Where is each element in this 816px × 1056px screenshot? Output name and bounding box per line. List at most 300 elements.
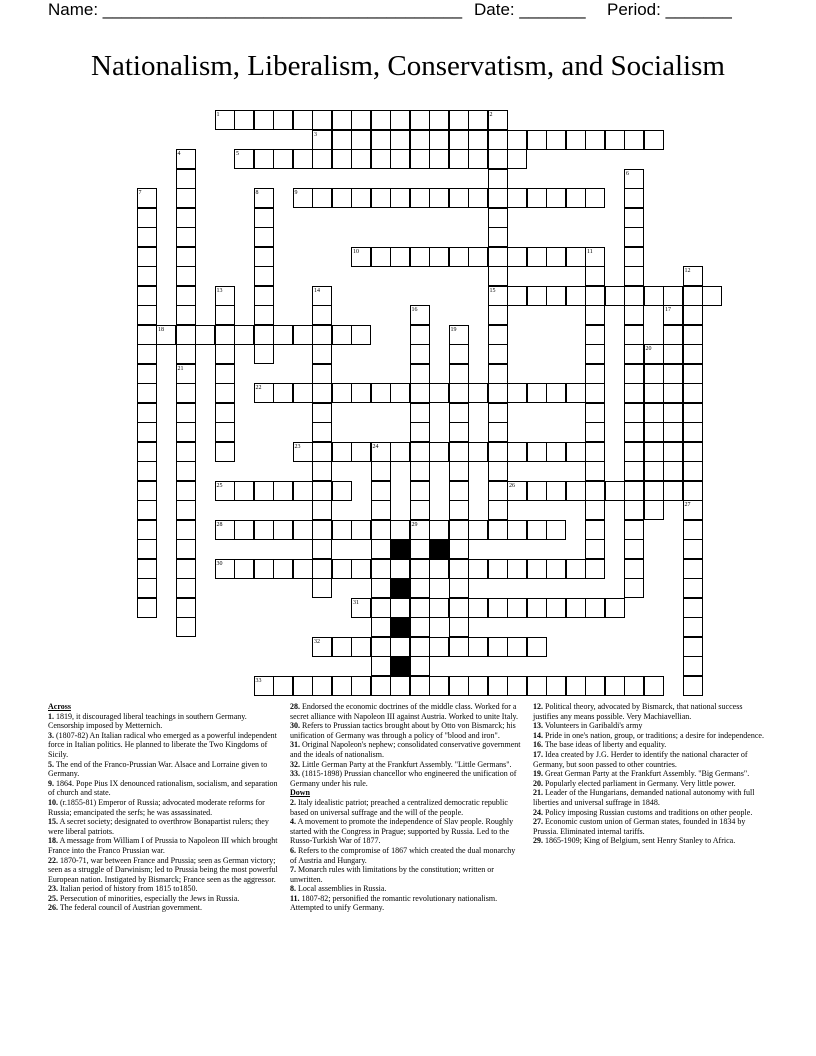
grid-cell[interactable] [585, 286, 605, 306]
grid-cell[interactable] [410, 461, 430, 481]
grid-cell[interactable] [644, 286, 664, 306]
grid-cell[interactable] [176, 208, 196, 228]
grid-cell[interactable] [312, 188, 332, 208]
grid-cell[interactable] [683, 637, 703, 657]
grid-cell[interactable] [410, 656, 430, 676]
grid-cell[interactable] [683, 539, 703, 559]
grid-cell[interactable] [683, 559, 703, 579]
grid-cell[interactable] [312, 403, 332, 423]
grid-cell[interactable] [332, 520, 352, 540]
grid-cell[interactable] [585, 364, 605, 384]
grid-cell[interactable] [371, 461, 391, 481]
grid-cell[interactable] [195, 325, 215, 345]
grid-cell[interactable] [449, 598, 469, 618]
grid-cell[interactable] [449, 188, 469, 208]
grid-cell[interactable] [410, 149, 430, 169]
grid-cell[interactable] [390, 110, 410, 130]
grid-cell[interactable] [624, 539, 644, 559]
grid-cell[interactable] [234, 481, 254, 501]
grid-cell[interactable] [176, 227, 196, 247]
grid-cell[interactable] [390, 676, 410, 696]
grid-cell[interactable] [624, 442, 644, 462]
grid-cell[interactable] [371, 110, 391, 130]
grid-cell[interactable] [293, 559, 313, 579]
grid-cell[interactable] [390, 247, 410, 267]
grid-cell[interactable] [215, 442, 235, 462]
grid-cell[interactable] [624, 500, 644, 520]
grid-cell[interactable] [410, 442, 430, 462]
grid-cell[interactable] [312, 344, 332, 364]
grid-cell[interactable] [449, 344, 469, 364]
grid-cell[interactable] [176, 247, 196, 267]
grid-cell[interactable] [488, 422, 508, 442]
grid-cell[interactable] [546, 247, 566, 267]
grid-cell[interactable] [683, 676, 703, 696]
grid-cell[interactable] [254, 208, 274, 228]
grid-cell[interactable] [449, 676, 469, 696]
grid-cell[interactable] [624, 227, 644, 247]
grid-cell[interactable] [566, 559, 586, 579]
grid-cell[interactable] [429, 110, 449, 130]
grid-cell[interactable] [488, 364, 508, 384]
grid-cell[interactable] [546, 130, 566, 150]
grid-cell[interactable] [137, 539, 157, 559]
grid-cell[interactable] [215, 364, 235, 384]
grid-cell[interactable] [585, 461, 605, 481]
grid-cell[interactable] [351, 442, 371, 462]
grid-cell[interactable] [390, 130, 410, 150]
grid-cell[interactable] [449, 403, 469, 423]
grid-cell[interactable] [683, 617, 703, 637]
grid-cell[interactable] [468, 130, 488, 150]
grid-cell[interactable] [371, 617, 391, 637]
grid-cell[interactable] [644, 403, 664, 423]
grid-cell[interactable] [546, 286, 566, 306]
grid-cell[interactable] [254, 247, 274, 267]
grid-cell[interactable] [449, 461, 469, 481]
grid-cell[interactable] [176, 520, 196, 540]
grid-cell[interactable] [507, 520, 527, 540]
grid-cell[interactable] [468, 676, 488, 696]
grid-cell[interactable] [371, 383, 391, 403]
grid-cell[interactable] [312, 520, 332, 540]
grid-cell[interactable] [683, 520, 703, 540]
grid-cell[interactable] [449, 130, 469, 150]
grid-cell[interactable] [624, 461, 644, 481]
grid-cell[interactable] [390, 559, 410, 579]
grid-cell[interactable] [410, 403, 430, 423]
grid-cell[interactable] [644, 461, 664, 481]
grid-cell[interactable] [546, 559, 566, 579]
grid-cell[interactable] [488, 637, 508, 657]
grid-cell[interactable] [351, 520, 371, 540]
grid-cell[interactable] [410, 383, 430, 403]
grid-cell[interactable] [293, 481, 313, 501]
grid-cell[interactable] [468, 110, 488, 130]
grid-cell[interactable] [546, 188, 566, 208]
grid-cell[interactable] [605, 286, 625, 306]
grid-cell[interactable] [488, 481, 508, 501]
grid-cell[interactable] [624, 130, 644, 150]
grid-cell[interactable] [683, 403, 703, 423]
grid-cell[interactable] [527, 188, 547, 208]
grid-cell[interactable] [410, 344, 430, 364]
grid-cell[interactable] [254, 305, 274, 325]
grid-cell[interactable] [488, 383, 508, 403]
grid-cell[interactable] [488, 169, 508, 189]
grid-cell[interactable] [663, 364, 683, 384]
grid-cell[interactable] [449, 383, 469, 403]
grid-cell[interactable] [585, 500, 605, 520]
grid-cell[interactable] [390, 637, 410, 657]
grid-cell[interactable] [254, 266, 274, 286]
grid-cell[interactable] [527, 442, 547, 462]
grid-cell[interactable] [371, 656, 391, 676]
grid-cell[interactable] [390, 520, 410, 540]
grid-cell[interactable] [644, 130, 664, 150]
grid-cell[interactable] [293, 383, 313, 403]
grid-cell[interactable] [468, 559, 488, 579]
grid-cell[interactable] [488, 149, 508, 169]
grid-cell[interactable] [390, 442, 410, 462]
grid-cell[interactable] [254, 344, 274, 364]
grid-cell[interactable] [527, 286, 547, 306]
grid-cell[interactable] [683, 383, 703, 403]
grid-cell[interactable] [312, 539, 332, 559]
grid-cell[interactable] [312, 383, 332, 403]
grid-cell[interactable] [566, 598, 586, 618]
grid-cell[interactable] [254, 149, 274, 169]
grid-cell[interactable] [449, 578, 469, 598]
grid-cell[interactable] [176, 266, 196, 286]
grid-cell[interactable] [332, 130, 352, 150]
grid-cell[interactable] [351, 130, 371, 150]
grid-cell[interactable] [254, 286, 274, 306]
grid-cell[interactable] [293, 676, 313, 696]
grid-cell[interactable] [683, 578, 703, 598]
grid-cell[interactable] [546, 383, 566, 403]
grid-cell[interactable] [449, 364, 469, 384]
grid-cell[interactable] [312, 559, 332, 579]
grid-cell[interactable] [585, 559, 605, 579]
grid-cell[interactable] [507, 598, 527, 618]
grid-cell[interactable] [683, 656, 703, 676]
grid-cell[interactable] [488, 676, 508, 696]
grid-cell[interactable] [215, 325, 235, 345]
grid-cell[interactable] [234, 325, 254, 345]
grid-cell[interactable] [585, 598, 605, 618]
grid-cell[interactable] [624, 208, 644, 228]
grid-cell[interactable] [663, 481, 683, 501]
grid-cell[interactable] [624, 364, 644, 384]
grid-cell[interactable] [312, 305, 332, 325]
grid-cell[interactable] [683, 364, 703, 384]
grid-cell[interactable] [566, 286, 586, 306]
grid-cell[interactable] [449, 149, 469, 169]
grid-cell[interactable] [351, 188, 371, 208]
grid-cell[interactable] [683, 344, 703, 364]
grid-cell[interactable] [449, 110, 469, 130]
grid-cell[interactable] [273, 559, 293, 579]
grid-cell[interactable] [176, 617, 196, 637]
grid-cell[interactable] [566, 676, 586, 696]
grid-cell[interactable] [507, 559, 527, 579]
grid-cell[interactable] [176, 500, 196, 520]
grid-cell[interactable] [546, 598, 566, 618]
grid-cell[interactable] [312, 422, 332, 442]
grid-cell[interactable] [312, 149, 332, 169]
grid-cell[interactable] [449, 481, 469, 501]
grid-cell[interactable] [312, 578, 332, 598]
grid-cell[interactable] [683, 305, 703, 325]
grid-cell[interactable] [624, 188, 644, 208]
grid-cell[interactable] [468, 149, 488, 169]
grid-cell[interactable] [546, 520, 566, 540]
grid-cell[interactable] [585, 266, 605, 286]
grid-cell[interactable] [234, 110, 254, 130]
grid-cell[interactable] [683, 286, 703, 306]
grid-cell[interactable] [332, 149, 352, 169]
grid-cell[interactable] [663, 461, 683, 481]
grid-cell[interactable] [527, 598, 547, 618]
grid-cell[interactable] [176, 481, 196, 501]
grid-cell[interactable] [507, 130, 527, 150]
grid-cell[interactable] [176, 286, 196, 306]
grid-cell[interactable] [137, 266, 157, 286]
grid-cell[interactable] [137, 364, 157, 384]
grid-cell[interactable] [624, 520, 644, 540]
grid-cell[interactable] [585, 344, 605, 364]
grid-cell[interactable] [468, 247, 488, 267]
grid-cell[interactable] [137, 520, 157, 540]
grid-cell[interactable] [390, 149, 410, 169]
grid-cell[interactable] [449, 559, 469, 579]
grid-cell[interactable] [488, 403, 508, 423]
grid-cell[interactable] [624, 676, 644, 696]
grid-cell[interactable] [410, 598, 430, 618]
grid-cell[interactable] [624, 344, 644, 364]
grid-cell[interactable] [332, 383, 352, 403]
grid-cell[interactable] [585, 481, 605, 501]
grid-cell[interactable] [683, 598, 703, 618]
grid-cell[interactable] [312, 325, 332, 345]
grid-cell[interactable] [254, 520, 274, 540]
grid-cell[interactable] [449, 500, 469, 520]
name-field-label[interactable]: Name: ______________________________________ [48, 0, 463, 19]
grid-cell[interactable] [429, 130, 449, 150]
grid-cell[interactable] [663, 286, 683, 306]
grid-cell[interactable] [663, 442, 683, 462]
grid-cell[interactable] [663, 344, 683, 364]
grid-cell[interactable] [429, 149, 449, 169]
grid-cell[interactable] [488, 305, 508, 325]
grid-cell[interactable] [176, 578, 196, 598]
grid-cell[interactable] [429, 520, 449, 540]
grid-cell[interactable] [215, 403, 235, 423]
grid-cell[interactable] [351, 676, 371, 696]
grid-cell[interactable] [624, 247, 644, 267]
grid-cell[interactable] [137, 442, 157, 462]
grid-cell[interactable] [624, 325, 644, 345]
grid-cell[interactable] [176, 305, 196, 325]
grid-cell[interactable] [429, 676, 449, 696]
grid-cell[interactable] [624, 559, 644, 579]
grid-cell[interactable] [137, 559, 157, 579]
grid-cell[interactable] [312, 110, 332, 130]
grid-cell[interactable] [176, 422, 196, 442]
grid-cell[interactable] [176, 598, 196, 618]
grid-cell[interactable] [605, 598, 625, 618]
grid-cell[interactable] [137, 422, 157, 442]
grid-cell[interactable] [371, 481, 391, 501]
grid-cell[interactable] [312, 461, 332, 481]
grid-cell[interactable] [410, 637, 430, 657]
grid-cell[interactable] [468, 442, 488, 462]
grid-cell[interactable] [273, 481, 293, 501]
grid-cell[interactable] [624, 286, 644, 306]
grid-cell[interactable] [624, 422, 644, 442]
grid-cell[interactable] [273, 110, 293, 130]
grid-cell[interactable] [488, 227, 508, 247]
grid-cell[interactable] [546, 676, 566, 696]
grid-cell[interactable] [215, 383, 235, 403]
grid-cell[interactable] [176, 539, 196, 559]
grid-cell[interactable] [488, 266, 508, 286]
grid-cell[interactable] [273, 676, 293, 696]
grid-cell[interactable] [585, 403, 605, 423]
grid-cell[interactable] [371, 637, 391, 657]
grid-cell[interactable] [644, 442, 664, 462]
grid-cell[interactable] [410, 500, 430, 520]
grid-cell[interactable] [585, 305, 605, 325]
grid-cell[interactable] [644, 364, 664, 384]
grid-cell[interactable] [410, 110, 430, 130]
grid-cell[interactable] [176, 344, 196, 364]
grid-cell[interactable] [429, 559, 449, 579]
grid-cell[interactable] [527, 676, 547, 696]
grid-cell[interactable] [488, 520, 508, 540]
grid-cell[interactable] [332, 188, 352, 208]
grid-cell[interactable] [273, 149, 293, 169]
grid-cell[interactable] [137, 461, 157, 481]
grid-cell[interactable] [624, 403, 644, 423]
grid-cell[interactable] [585, 422, 605, 442]
grid-cell[interactable] [585, 442, 605, 462]
grid-cell[interactable] [137, 403, 157, 423]
grid-cell[interactable] [332, 325, 352, 345]
grid-cell[interactable] [468, 383, 488, 403]
grid-cell[interactable] [507, 286, 527, 306]
grid-cell[interactable] [176, 383, 196, 403]
grid-cell[interactable] [273, 383, 293, 403]
grid-cell[interactable] [605, 481, 625, 501]
grid-cell[interactable] [176, 188, 196, 208]
grid-cell[interactable] [273, 520, 293, 540]
grid-cell[interactable] [234, 559, 254, 579]
grid-cell[interactable] [585, 520, 605, 540]
grid-cell[interactable] [137, 383, 157, 403]
grid-cell[interactable] [507, 188, 527, 208]
grid-cell[interactable] [293, 110, 313, 130]
grid-cell[interactable] [332, 676, 352, 696]
grid-cell[interactable] [137, 325, 157, 345]
grid-cell[interactable] [449, 637, 469, 657]
grid-cell[interactable] [605, 676, 625, 696]
grid-cell[interactable] [488, 325, 508, 345]
grid-cell[interactable] [683, 461, 703, 481]
grid-cell[interactable] [410, 559, 430, 579]
grid-cell[interactable] [312, 364, 332, 384]
grid-cell[interactable] [644, 481, 664, 501]
grid-cell[interactable] [683, 422, 703, 442]
grid-cell[interactable] [644, 383, 664, 403]
grid-cell[interactable] [410, 676, 430, 696]
grid-cell[interactable] [351, 149, 371, 169]
grid-cell[interactable] [176, 442, 196, 462]
grid-cell[interactable] [507, 247, 527, 267]
grid-cell[interactable] [312, 676, 332, 696]
grid-cell[interactable] [312, 481, 332, 501]
grid-cell[interactable] [624, 578, 644, 598]
grid-cell[interactable] [683, 481, 703, 501]
grid-cell[interactable] [410, 481, 430, 501]
grid-cell[interactable] [624, 383, 644, 403]
grid-cell[interactable] [410, 578, 430, 598]
grid-cell[interactable] [585, 383, 605, 403]
grid-cell[interactable] [566, 442, 586, 462]
grid-cell[interactable] [137, 286, 157, 306]
grid-cell[interactable] [527, 520, 547, 540]
grid-cell[interactable] [527, 130, 547, 150]
grid-cell[interactable] [410, 422, 430, 442]
grid-cell[interactable] [332, 481, 352, 501]
grid-cell[interactable] [332, 442, 352, 462]
grid-cell[interactable] [468, 188, 488, 208]
grid-cell[interactable] [624, 481, 644, 501]
grid-cell[interactable] [546, 481, 566, 501]
grid-cell[interactable] [137, 227, 157, 247]
grid-cell[interactable] [410, 130, 430, 150]
grid-cell[interactable] [371, 500, 391, 520]
grid-cell[interactable] [585, 325, 605, 345]
grid-cell[interactable] [468, 598, 488, 618]
grid-cell[interactable] [488, 559, 508, 579]
grid-cell[interactable] [683, 442, 703, 462]
grid-cell[interactable] [371, 247, 391, 267]
grid-cell[interactable] [507, 383, 527, 403]
grid-cell[interactable] [663, 383, 683, 403]
grid-cell[interactable] [351, 383, 371, 403]
grid-cell[interactable] [507, 637, 527, 657]
grid-cell[interactable] [624, 266, 644, 286]
grid-cell[interactable] [527, 247, 547, 267]
grid-cell[interactable] [410, 364, 430, 384]
grid-cell[interactable] [488, 500, 508, 520]
grid-cell[interactable] [332, 110, 352, 130]
grid-cell[interactable] [176, 403, 196, 423]
grid-cell[interactable] [644, 500, 664, 520]
grid-cell[interactable] [527, 559, 547, 579]
grid-cell[interactable] [390, 383, 410, 403]
grid-cell[interactable] [351, 325, 371, 345]
grid-cell[interactable] [585, 130, 605, 150]
grid-cell[interactable] [254, 325, 274, 345]
grid-cell[interactable] [410, 247, 430, 267]
grid-cell[interactable] [176, 461, 196, 481]
grid-cell[interactable] [371, 188, 391, 208]
grid-cell[interactable] [293, 520, 313, 540]
grid-cell[interactable] [507, 442, 527, 462]
